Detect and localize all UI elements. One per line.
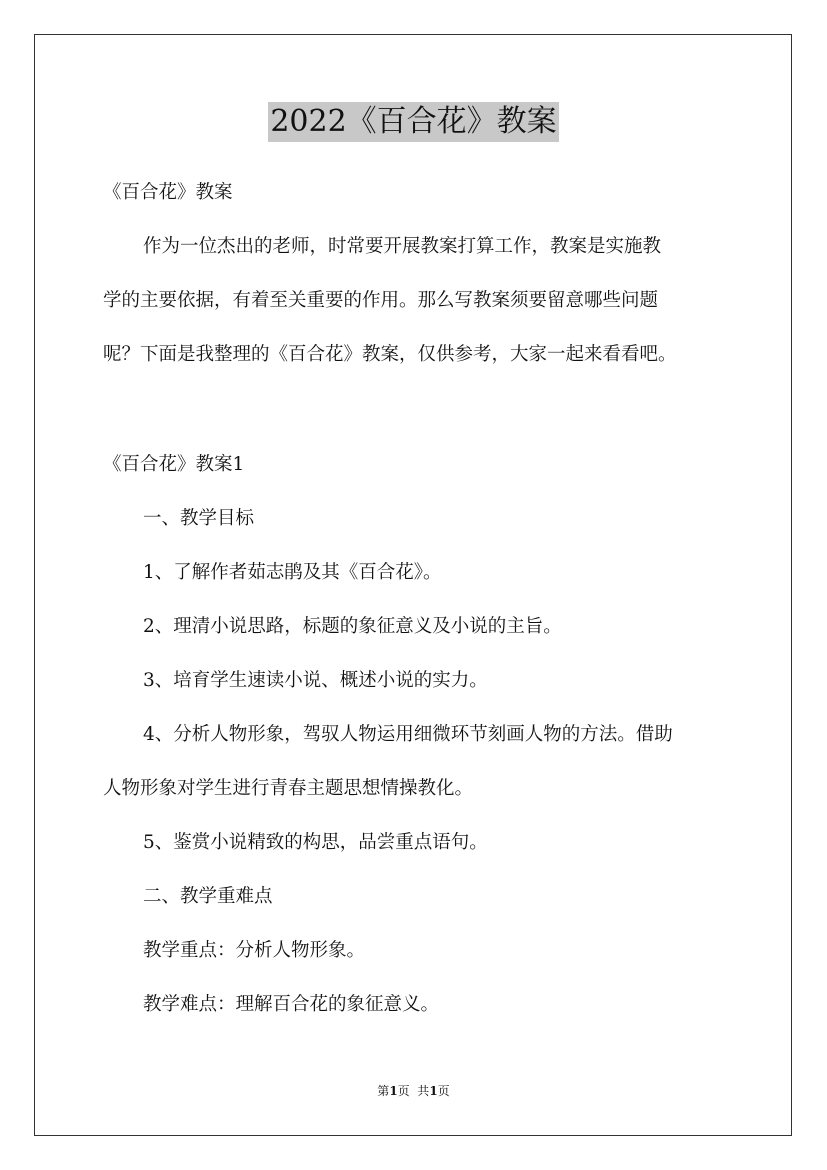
page-footer: [0, 1083, 827, 1099]
document-title: 2022《百合花》教案: [268, 102, 558, 142]
key-point: 教学重点：分析人物形象。: [143, 940, 366, 961]
title-container: [0, 102, 827, 142]
goal-item-4: 4、分析人物形象，驾驭人物运用细微环节刻画人物的方法。借助: [143, 724, 673, 745]
goal-item-5: 5、鉴赏小说精致的构思，品尝重点语句。: [143, 832, 488, 853]
footer-page-suffix: 页: [437, 1084, 450, 1098]
section-heading: 《百合花》教案1: [103, 454, 245, 475]
difficulty-heading: 二、教学重难点: [143, 886, 273, 907]
intro-paragraph-line-2: 学的主要依据，有着至关重要的作用。那么写教案须要留意哪些问题: [103, 290, 659, 311]
goal-item-3: 3、培育学生速读小说、概述小说的实力。: [143, 670, 488, 691]
goal-item-2: 2、理清小说思路，标题的象征意义及小说的主旨。: [143, 616, 562, 637]
difficult-point: 教学难点：理解百合花的象征意义。: [143, 994, 440, 1015]
goal-item-1: 1、了解作者茹志鹃及其《百合花》。: [143, 562, 442, 583]
intro-paragraph-line-1: 作为一位杰出的老师，时常要开展教案打算工作，教案是实施教: [143, 236, 662, 257]
intro-paragraph-line-3: 呢？下面是我整理的《百合花》教案，仅供参考，大家一起来看看吧。: [103, 344, 677, 365]
footer-page-number: 1: [389, 1084, 398, 1098]
goal-item-4-continued: 人物形象对学生进行青春主题思想情操教化。: [103, 778, 474, 799]
footer-page-mid: 页 共: [397, 1084, 430, 1098]
footer-page-total: 1: [429, 1084, 438, 1098]
goals-heading: 一、教学目标: [143, 508, 255, 529]
footer-page-prefix: 第: [377, 1084, 390, 1098]
document-subtitle: 《百合花》教案: [103, 182, 233, 203]
